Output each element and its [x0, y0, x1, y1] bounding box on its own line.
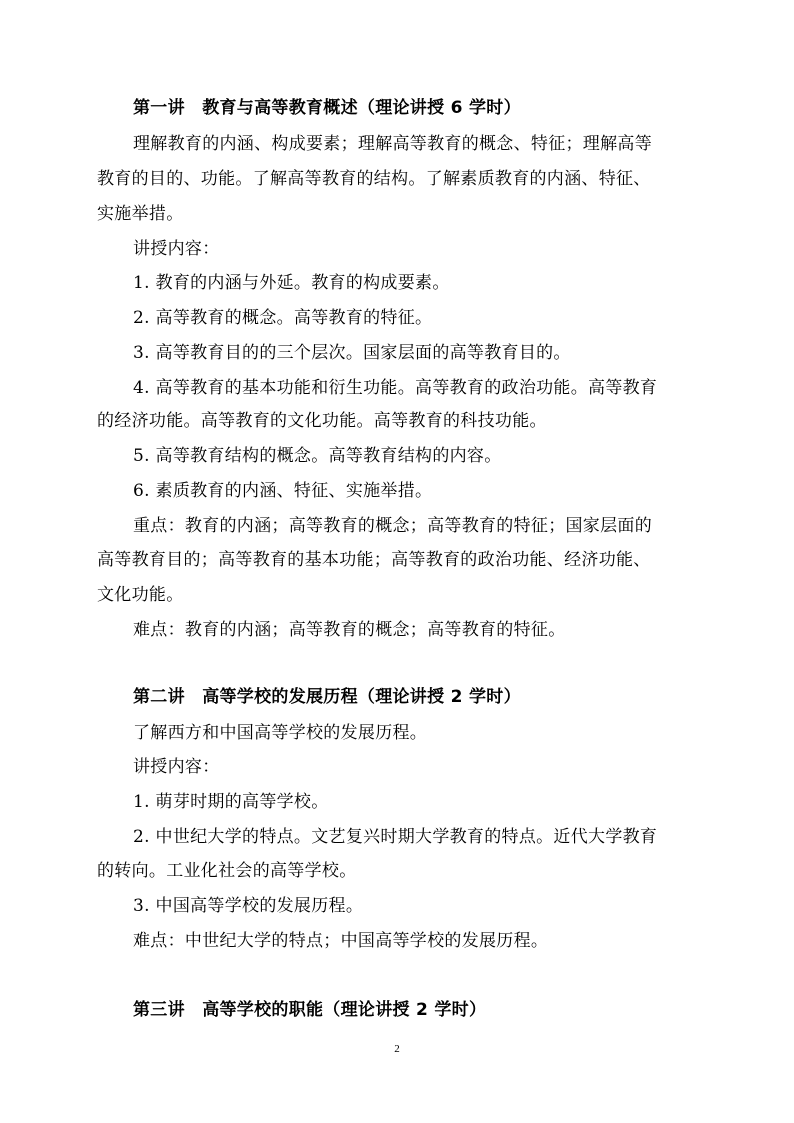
section-2-text-line: 1. 萌芽时期的高等学校。 [133, 792, 329, 812]
section-1-text-line: 理解教育的内涵、构成要素；理解高等教育的概念、特征；理解高等 [133, 134, 652, 154]
section-1-text-line: 文化功能。 [97, 585, 184, 605]
section-1-text-line: 讲授内容： [133, 239, 220, 259]
section-2-text-line: 讲授内容： [133, 757, 220, 777]
section-1-text-line: 4. 高等教育的基本功能和衍生功能。高等教育的政治功能。高等教育 [133, 378, 658, 398]
section-1-text-line: 高等教育目的；高等教育的基本功能；高等教育的政治功能、经济功能、 [97, 550, 651, 570]
section-2-text-line: 2. 中世纪大学的特点。文艺复兴时期大学教育的特点。近代大学教育 [133, 827, 658, 847]
section-1-text-line: 难点：教育的内涵；高等教育的概念；高等教育的特征。 [133, 620, 566, 640]
section-1-text-line: 重点：教育的内涵；高等教育的概念；高等教育的特征；国家层面的 [133, 516, 652, 536]
section-2-text-line: 的转向。工业化社会的高等学校。 [97, 861, 357, 881]
section-3-heading: 第三讲 高等学校的职能（理论讲授 2 学时） [133, 1000, 487, 1020]
section-1-text-line: 6. 素质教育的内涵、特征、实施举措。 [133, 481, 433, 501]
section-2-text-line: 3. 中国高等学校的发展历程。 [133, 896, 364, 916]
section-2-text-line: 了解西方和中国高等学校的发展历程。 [133, 723, 428, 743]
section-1-heading: 第一讲 教育与高等教育概述（理论讲授 6 学时） [133, 98, 521, 118]
section-1-text-line: 实施举措。 [97, 204, 184, 224]
section-1-text-line: 1. 教育的内涵与外延。教育的构成要素。 [133, 273, 450, 293]
section-1-text-line: 的经济功能。高等教育的文化功能。高等教育的科技功能。 [97, 411, 547, 431]
section-1-text-line: 教育的目的、功能。了解高等教育的结构。了解素质教育的内涵、特征、 [97, 169, 651, 189]
section-1-text-line: 5. 高等教育结构的概念。高等教育结构的内容。 [133, 446, 502, 466]
section-2-heading: 第二讲 高等学校的发展历程（理论讲授 2 学时） [133, 687, 521, 707]
section-2-text-line: 难点：中世纪大学的特点；中国高等学校的发展历程。 [133, 931, 549, 951]
section-1-text-line: 3. 高等教育目的的三个层次。国家层面的高等教育目的。 [133, 343, 571, 363]
page-number: 2 [394, 1043, 400, 1055]
section-1-text-line: 2. 高等教育的概念。高等教育的特征。 [133, 308, 433, 328]
